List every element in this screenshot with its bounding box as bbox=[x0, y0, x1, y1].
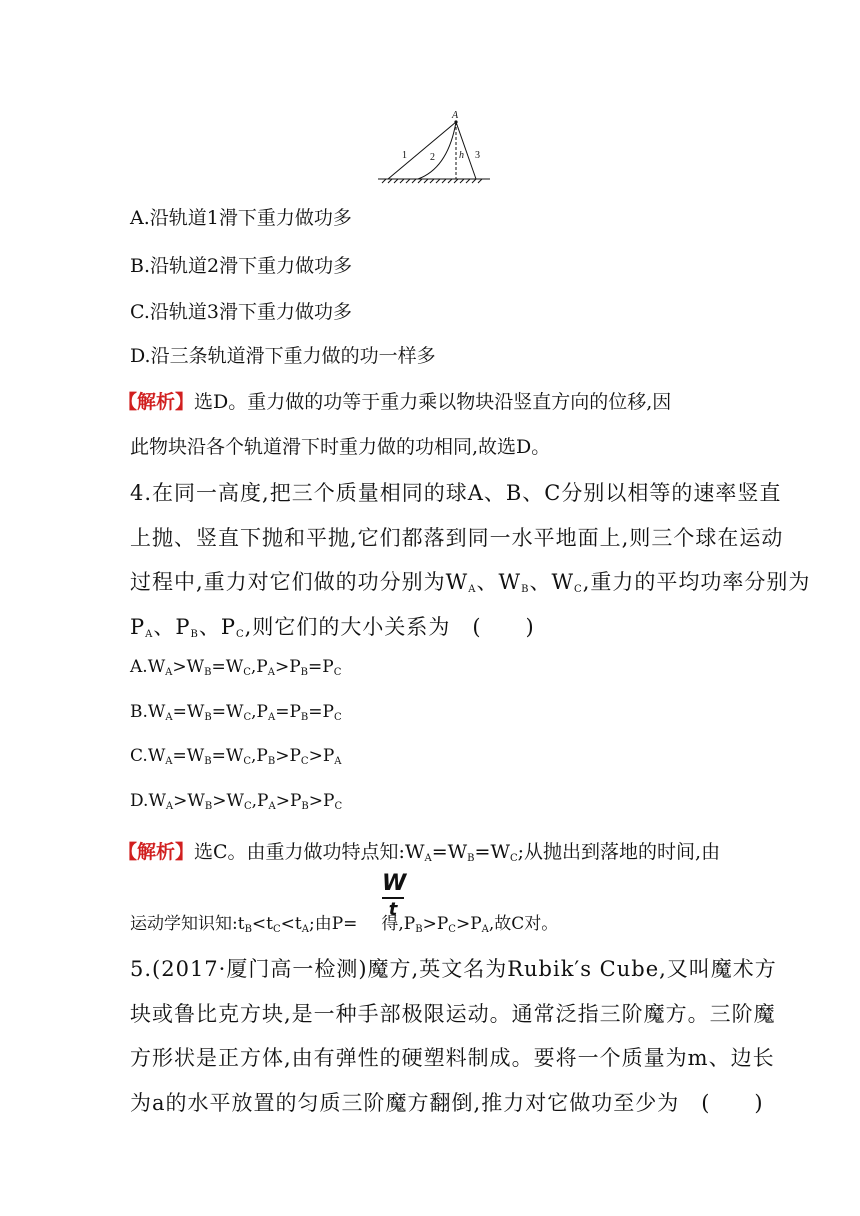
track-1 bbox=[388, 122, 456, 179]
q4-option-a: $A.W_A>W_B=W_C,P_A>P_B=P_C$ bbox=[130, 657, 342, 678]
q5-stem-line-4: 为a的水平放置的匀质三阶魔方翻倒,推力对它做功至少为 ( ) bbox=[130, 1091, 764, 1115]
fraction-w-over-t: W t bbox=[382, 871, 407, 920]
label-h: h bbox=[459, 150, 464, 161]
q3-option-a: A.沿轨道1滑下重力做功多 bbox=[130, 207, 352, 229]
ground-hatching bbox=[382, 179, 482, 183]
analysis-tag: 【解析】 bbox=[118, 841, 195, 863]
q4-stem-line-2: 上抛、竖直下抛和平抛,它们都落到同一水平地面上,则三个球在运动 bbox=[130, 526, 784, 550]
q5-stem-line-2: 块或鲁比克方块,是一种手部极限运动。通常泛指三阶魔方。三阶魔 bbox=[130, 1002, 776, 1026]
q4-analysis-line-2: 运动学知识知$:t_B<t_C<t_A$;由P= 得$,P_B>P_C>P_A$,故C对。 bbox=[130, 914, 559, 935]
q3-analysis-line-1: 【解析】选D。重力做的功等于重力乘以物块沿竖直方向的位移,因 bbox=[118, 391, 672, 413]
q5-stem-line-1: 5.(2017·厦门高一检测)魔方,英文名为Rubik′s Cube,又叫魔术方 bbox=[130, 957, 777, 981]
q4-analysis-line-1: 【解析】选C。由重力做功特点知$:W_A=W_B=W_C$;从抛出到落地的时间,由 bbox=[118, 841, 721, 864]
q4-stem-line-1: 4.在同一高度,把三个质量相同的球A、B、C分别以相等的速率竖直 bbox=[130, 481, 782, 505]
q5-stem-line-3: 方形状是正方体,由有弹性的硬塑料制成。要将一个质量为m、边长 bbox=[130, 1046, 775, 1070]
label-3: 3 bbox=[475, 150, 480, 161]
q3-option-d: D.沿三条轨道滑下重力做的功一样多 bbox=[130, 345, 436, 367]
q3-option-c: C.沿轨道3滑下重力做功多 bbox=[130, 301, 352, 323]
q4-option-c: $C.W_A=W_B=W_C,P_B>P_C>P_A$ bbox=[130, 746, 342, 767]
label-2: 2 bbox=[430, 152, 435, 163]
track-2 bbox=[418, 122, 456, 179]
q4-option-d: $D.W_A>W_B>W_C,P_A>P_B>P_C$ bbox=[130, 791, 343, 812]
label-a: A bbox=[452, 110, 459, 121]
q3-analysis-line-2: 此物块沿各个轨道滑下时重力做的功相同,故选D。 bbox=[130, 436, 551, 458]
q4-option-b: $B.W_A=W_B=W_C,P_A=P_B=P_C$ bbox=[130, 702, 342, 723]
q4-stem-line-4: $P_A$、$P_B$、$P_C$,则它们的大小关系为 ( ) bbox=[130, 615, 535, 640]
tracks-figure bbox=[378, 108, 490, 184]
label-1: 1 bbox=[402, 150, 407, 161]
q4-stem-line-3: 过程中,重力对它们做的功分别为$W_A$、$W_B$、$W_C$,重力的平均功率分别为 bbox=[130, 570, 811, 595]
q3-option-b: B.沿轨道2滑下重力做功多 bbox=[130, 255, 353, 277]
analysis-tag: 【解析】 bbox=[118, 391, 195, 413]
